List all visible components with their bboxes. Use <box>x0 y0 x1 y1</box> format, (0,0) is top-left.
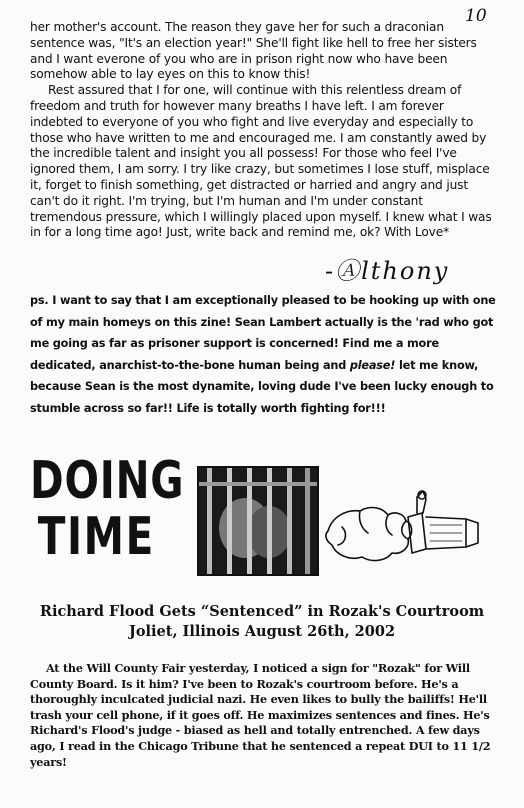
signature: -Ⓐlthony <box>325 257 450 285</box>
letter-paragraph: Rest assured that I for one, will continue with this relentless dream of freedom and truth for however many breaths I have left. I am forever indebted to everyone of you who fight and live everyday and especially to those who have written to me and encouraged me. I am constantly awed by the incredible talent and insight you all possess! For those who feel I've ignored them, I am sorry. I try like crazy, but sometimes I lose stuff, misplace it, forget to finish something, get distracted or harried and angry and just can't do it right. I'm trying, but I'm human and I'm under constant tremendous pressure, which I willingly placed upon myself. I knew what I was in for a long time ago! Just, write back and remind me, ok? With Love* <box>30 83 492 240</box>
prison-bars-image <box>199 468 317 574</box>
prison-bars-photo <box>197 466 319 576</box>
postscript <box>30 290 500 420</box>
postscript-text: ps. I want to say that I am exceptionally pleased to be hooking up with one of my main homeys on this zine! Sean Lambert actually is the 'rad who got me going as far as prisoner support is concerned! Find me a more dedicated, anarchist-to-the-bone human being and <box>30 294 496 372</box>
title-line: DOING <box>30 451 185 511</box>
article-body <box>30 661 498 770</box>
title-line: TIME <box>37 507 155 567</box>
letter-paragraph: her mother's account. The reason they gave her for such a draconian sentence was, "It's an election year!" She'll fight like hell to free her sisters and I want everone of you who are in prison right now who have been somehow able to lay eyes on this to know this! <box>30 20 477 82</box>
article-paragraph: At the Will County Fair yesterday, I noticed a sign for "Rozak" for Will County Board. Is it him? I've been to Rozak's courtroom before. He's a thoroughly inculcated judicial nazi. He even likes to bully the bailiffs! He'll trash your cell phone, if it goes off. He maximizes sentences and fines. He's Richard's Flood's judge - biased as hell and totally entrenched. A few days ago, I read in the Chicago Tribune that he sentenced a repeat DUI to 11 1/2 years! <box>30 661 491 769</box>
doing-time-title <box>30 453 184 565</box>
article-dateline: Joliet, Illinois August 26th, 2002 <box>128 623 396 640</box>
letter-text <box>30 20 498 241</box>
article-title <box>20 602 504 642</box>
postscript-text: let me know, because Sean is the most dynamite, loving dude I've been lucky enough to stumble across so far!! Life is totally worth fighting for!!! <box>30 358 494 415</box>
page-number: 10 <box>465 6 487 26</box>
article-headline: Richard Flood Gets “Sentenced” in Rozak's Courtroom <box>39 603 485 620</box>
postscript-emphasis: please! <box>349 358 396 372</box>
handcuffed-fist-icon <box>322 487 482 579</box>
